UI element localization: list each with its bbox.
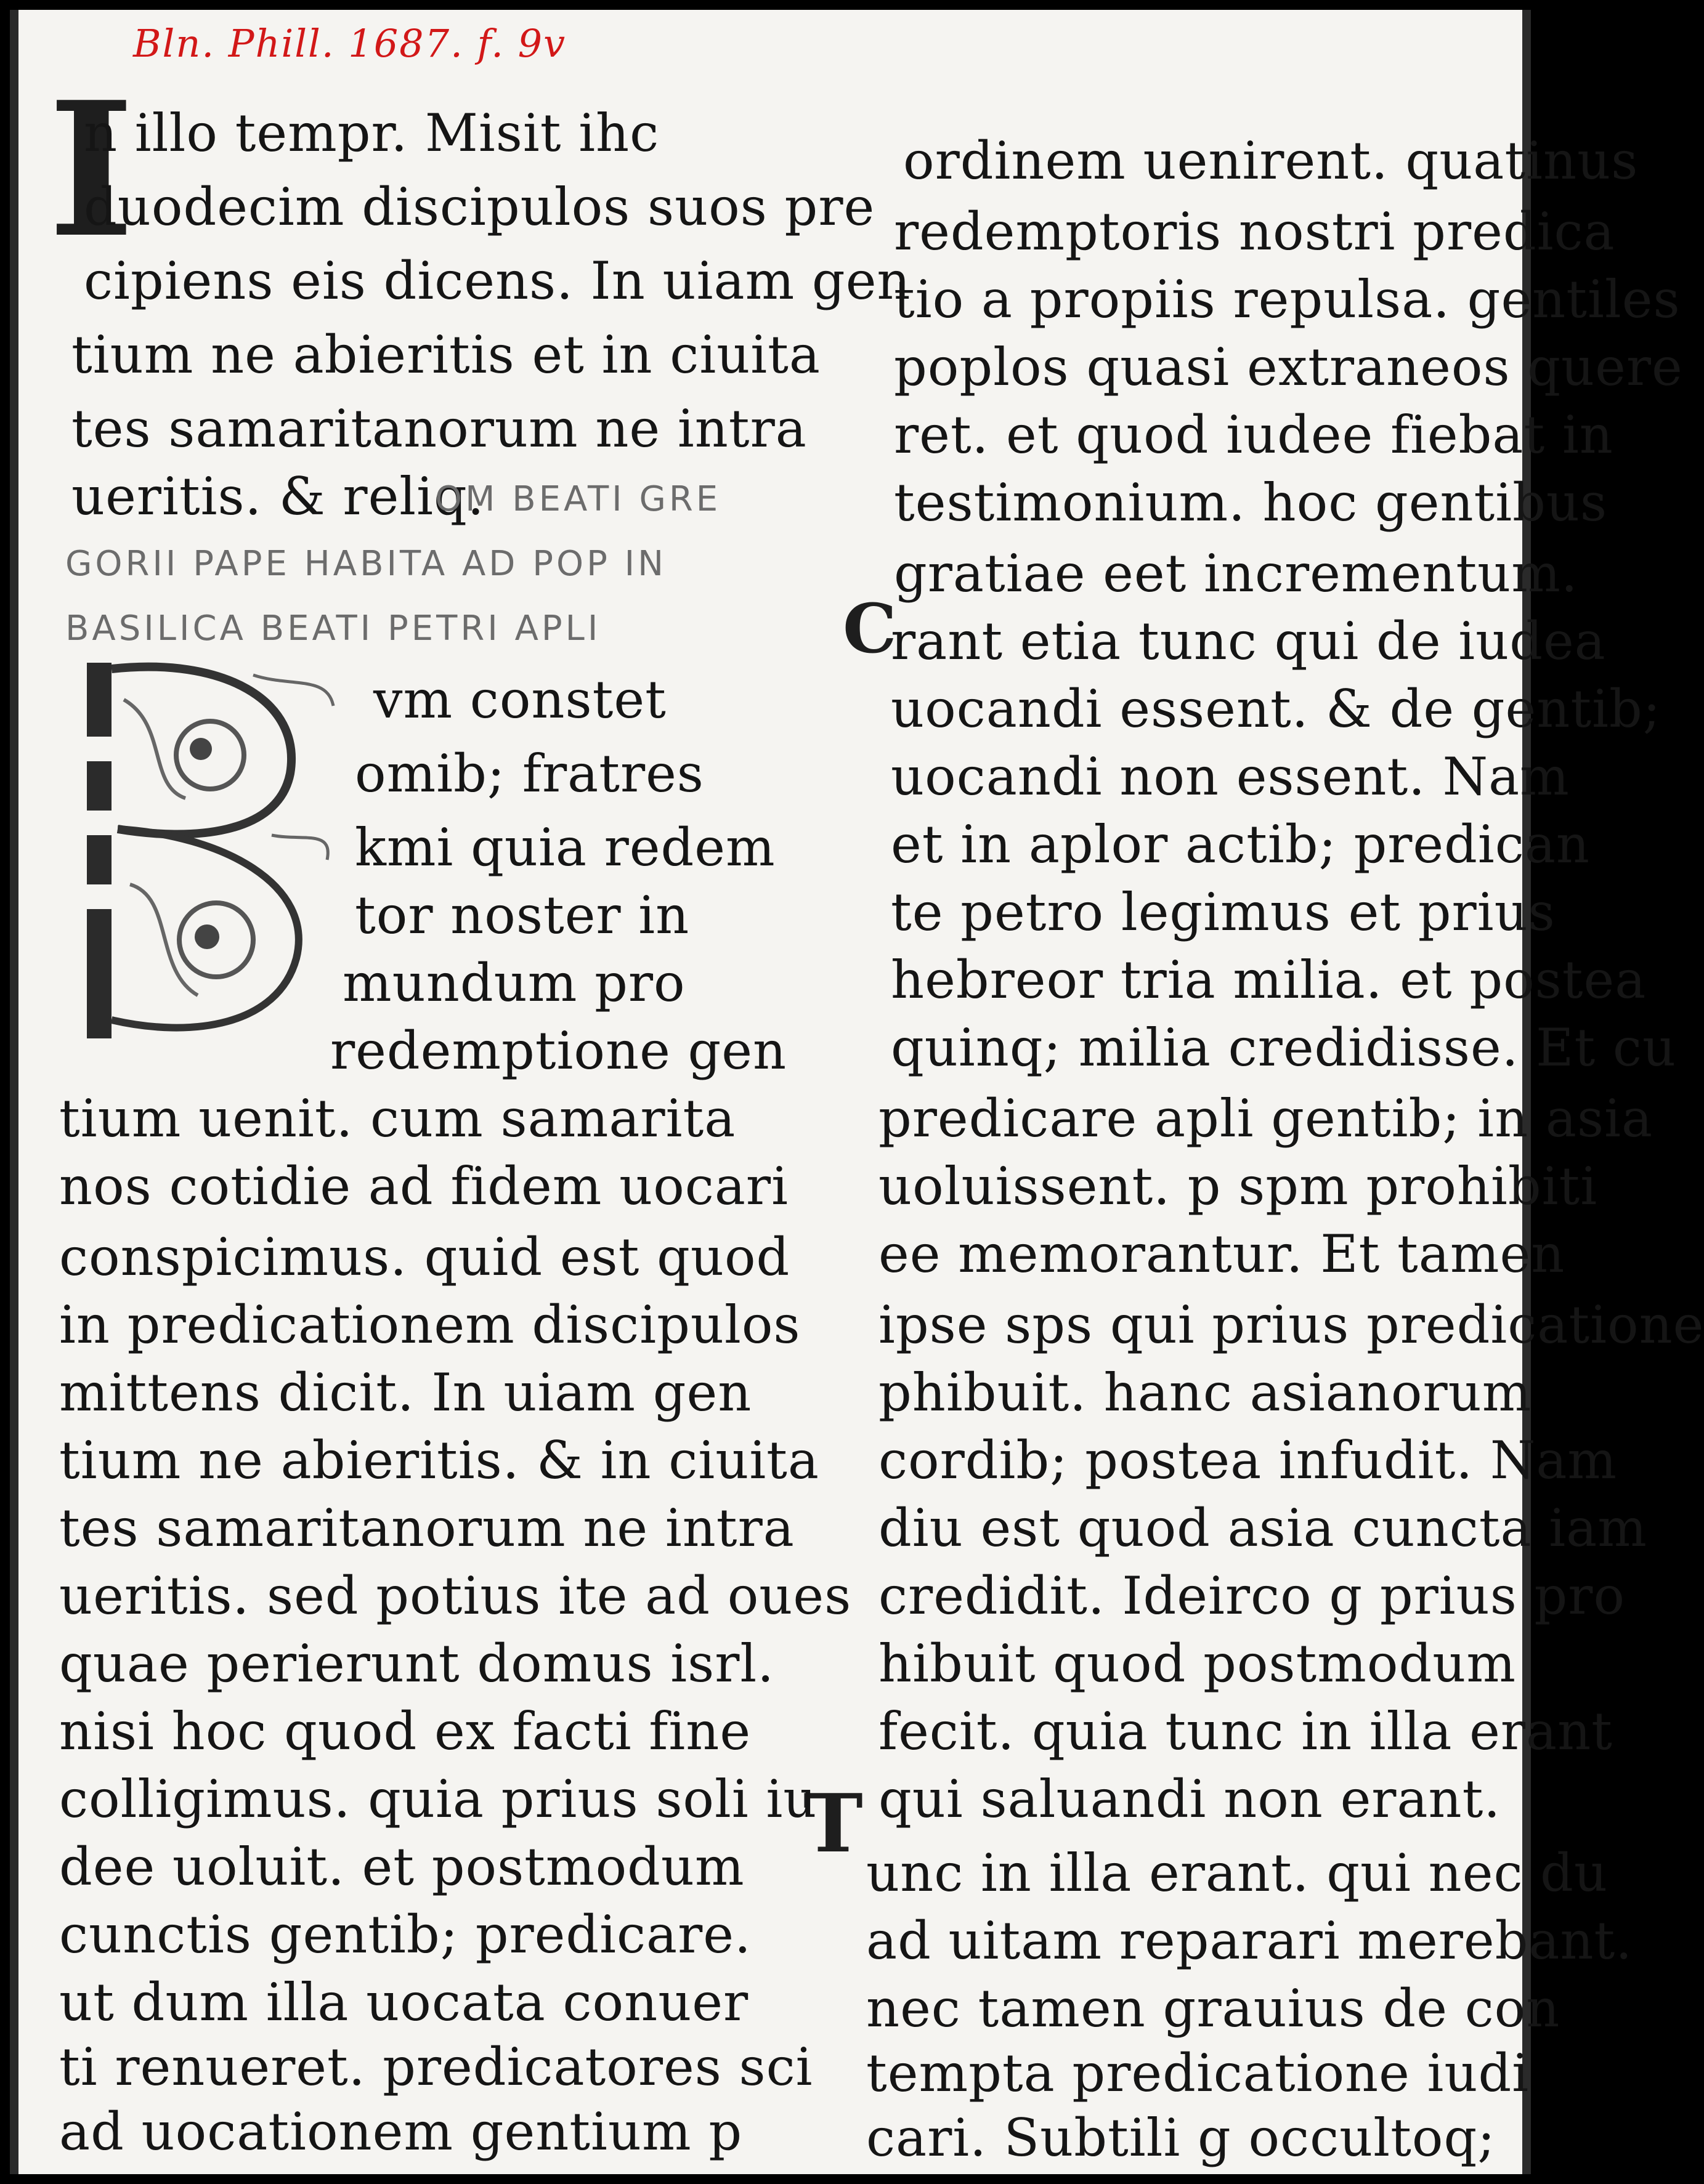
text-line: ueritis. & reliq. — [71, 466, 485, 527]
text-line: poplos quasi extraneos quere — [894, 337, 1683, 397]
text-line: gratiae eet incrementum. — [894, 543, 1578, 604]
initial-t: T — [803, 1776, 863, 1871]
text-line: cari. Subtili g occultoq; — [866, 2108, 1496, 2168]
text-line: conspicimus. quid est quod — [59, 1227, 790, 1287]
text-line: uocandi essent. & de gentib; — [891, 679, 1661, 739]
text-line: ret. et quod iudee fiebat in — [894, 405, 1613, 465]
text-line: redemptoris nostri predica — [894, 201, 1615, 262]
text-line: tempta predicatione iudi — [866, 2043, 1530, 2103]
text-line: tes samaritanorum ne intra — [71, 398, 807, 459]
text-line: tor noster in — [355, 885, 690, 945]
manuscript-leaf — [10, 10, 1704, 2174]
text-line: diu est quod asia cuncta iam — [878, 1498, 1647, 1558]
text-line: tium uenit. cum samarita — [59, 1088, 736, 1149]
text-line: uoluissent. p spm prohibiti — [878, 1156, 1598, 1216]
text-line: ueritis. sed potius ite ad oues — [59, 1566, 852, 1626]
text-line: cunctis gentib; predicare. — [59, 1904, 752, 1965]
text-line: nos cotidie ad fidem uocari — [59, 1156, 789, 1216]
rubric-line: BASILICA BEATI PETRI APLI — [65, 609, 601, 649]
text-line: cipiens eis dicens. In uiam gen — [84, 251, 911, 311]
text-line: vm constet — [373, 669, 667, 730]
text-line: in predicationem discipulos — [59, 1295, 801, 1355]
text-line: rant etia tunc qui de iudea — [891, 611, 1606, 671]
text-line: ad uocationem gentium p — [59, 2101, 743, 2162]
text-line: ordinem uenirent. quatinus — [903, 131, 1639, 191]
text-line: omib; fratres — [355, 743, 704, 804]
text-line: cordib; postea infudit. Nam — [878, 1430, 1618, 1490]
text-line: predicare apli gentib; in asia — [878, 1088, 1653, 1149]
text-column-right — [811, 10, 1704, 2174]
text-line: quae perierunt domus isrl. — [59, 1633, 774, 1694]
text-line: redemptione gen — [330, 1021, 787, 1081]
initial-c: C — [843, 589, 897, 668]
text-line: colligimus. quia prius soli iu — [59, 1769, 818, 1829]
rubric-line: OM BEATI GRE — [435, 479, 721, 519]
shelfmark-annotation: Bln. Phill. 1687. f. 9v — [133, 21, 567, 66]
text-line: fecit. quia tunc in illa erant — [878, 1701, 1613, 1761]
text-line: dee uoluit. et postmodum — [59, 1837, 745, 1897]
initial-i: I — [48, 61, 135, 278]
text-line: mittens dicit. In uiam gen — [59, 1362, 752, 1423]
text-line: quinq; milia credidisse. Et cu — [891, 1017, 1677, 1078]
text-line: nisi hoc quod ex facti fine — [59, 1701, 752, 1761]
text-line: tium ne abieritis et in ciuita — [71, 325, 821, 385]
rubric-line: GORII PAPE HABITA AD POP IN — [65, 544, 667, 584]
text-line: ipse sps qui prius predicatione — [878, 1295, 1704, 1355]
text-line: te petro legimus et prius — [891, 882, 1556, 942]
text-line: unc in illa erant. qui nec du — [866, 1843, 1609, 1903]
text-line: hibuit quod postmodum — [878, 1633, 1517, 1694]
text-line: mundum pro — [343, 953, 686, 1013]
text-line: tio a propiis repulsa. gentiles — [894, 269, 1681, 330]
text-line: ad uitam reparari merebant. — [866, 1911, 1633, 1971]
text-line: tes samaritanorum ne intra — [59, 1498, 795, 1558]
text-line: ut dum illa uocata conuer — [59, 1972, 749, 2032]
text-line: ti renueret. predicatores sci — [59, 2037, 813, 2097]
text-line: et in aplor actib; predican — [891, 814, 1590, 875]
text-line: n illo tempr. Misit ihc — [84, 103, 660, 163]
text-line: hebreor tria milia. et postea — [891, 950, 1647, 1010]
text-line: nec tamen grauius de con — [866, 1978, 1560, 2039]
text-line: tium ne abieritis. & in ciuita — [59, 1430, 820, 1490]
text-line: ee memorantur. Et tamen — [878, 1224, 1565, 1284]
text-line: qui saluandi non erant. — [878, 1769, 1501, 1829]
text-line: duodecim discipulos suos pre — [84, 177, 875, 237]
text-line: kmi quia redem — [355, 817, 776, 878]
text-line: uocandi non essent. Nam — [891, 746, 1570, 807]
text-line: credidit. Ideirco g prius pro — [878, 1566, 1626, 1626]
text-line: phibuit. hanc asianorum — [878, 1362, 1532, 1423]
text-column-left — [10, 10, 911, 2174]
text-line: testimonium. hoc gentibus — [894, 472, 1608, 533]
